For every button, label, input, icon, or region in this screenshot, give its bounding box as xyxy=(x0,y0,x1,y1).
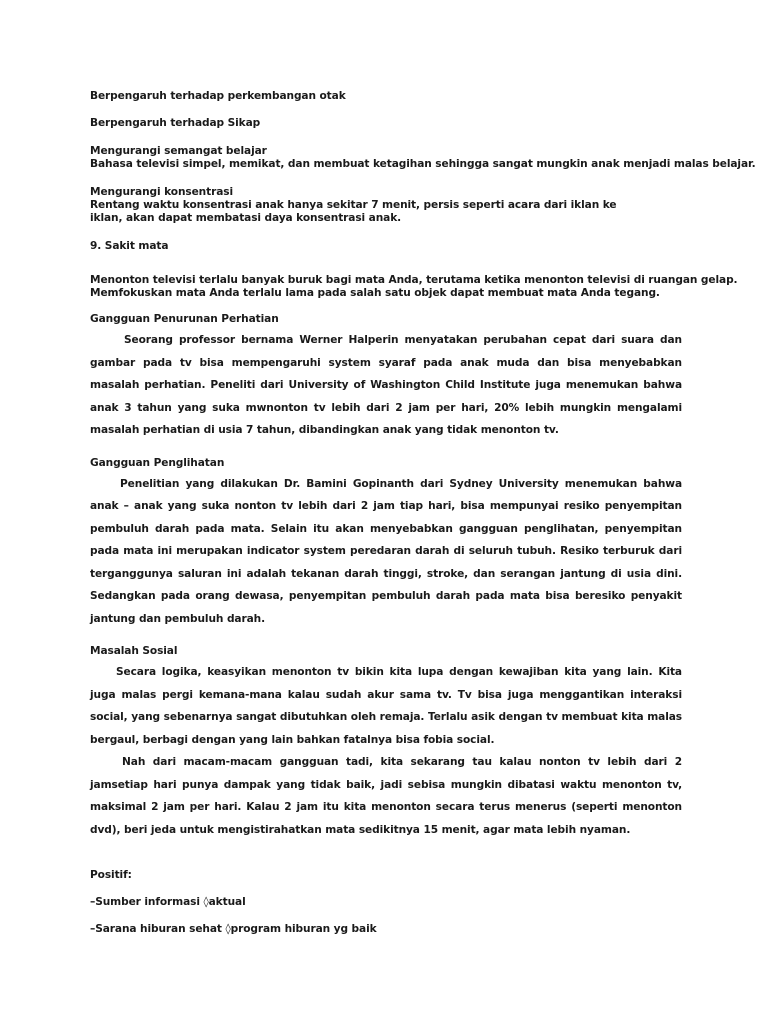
heading-konsentrasi: Mengurangi konsentrasi xyxy=(90,186,233,198)
text-sakit-mata-1: Menonton televisi terlalu banyak buruk bagi mata Anda, terutama ketika menonton televisi di ruangan gelap. xyxy=(90,274,738,286)
heading-semangat-belajar: Mengurangi semangat belajar xyxy=(90,145,267,157)
text-penglihatan: Penelitian yang dilakukan Dr. Bamini Gopinanth dari Sydney University menemukan bahwa anak – anak yang suka nonton tv lebih dari 2 jam tiap hari, bisa mempunyai resiko penyempitan pembuluh darah pada mata. Selain itu akan menyebabkan gangguan penglihatan, penyempitan pada mata ini merupakan indicator system peredaran darah di seluruh tubuh. Resiko terburuk dari terganggunya saluran ini adalah tekanan darah tinggi, stroke, dan serangan jantung di usia dini. Sedangkan pada orang dewasa, penyempitan pembuluh darah pada mata bisa beresiko penyakit jantung dan pembuluh darah. xyxy=(90,477,682,625)
heading-masalah-sosial: Masalah Sosial xyxy=(90,645,178,657)
text-masalah-sosial-1: Secara logika, keasyikan menonton tv bikin kita lupa dengan kewajiban kita yang lain. Kita juga malas pergi kemana-mana kalau sudah akur sama tv. Tv bisa juga menggantikan interaksi social, yang sebenarnya sangat dibutuhkan oleh remaja. Terlalu asik dengan tv membuat kita malas bergaul, berbagi dengan yang lain bahkan fatalnya bisa fobia social. xyxy=(90,666,682,746)
heading-sakit-mata: 9. Sakit mata xyxy=(90,240,169,252)
document-page xyxy=(90,84,756,936)
text-sakit-mata-2: Memfokuskan mata Anda terlalu lama pada salah satu objek dapat membuat mata Anda tegang. xyxy=(90,287,660,299)
heading-penglihatan: Gangguan Penglihatan xyxy=(90,456,225,469)
heading-penurunan-perhatian: Gangguan Penurunan Perhatian xyxy=(90,313,279,325)
text-konsentrasi: Rentang waktu konsentrasi anak hanya sekitar 7 menit, persis seperti acara dari iklan ke iklan, akan dapat membatasi daya konsentrasi anak. xyxy=(90,199,617,224)
text-penurunan-perhatian: Seorang professor bernama Werner Halperin menyatakan perubahan cepat dari suara dan gambar pada tv bisa mempengaruhi system syaraf pada anak muda dan bisa menyebabkan masalah perhatian. Peneliti dari University of Washington Child Institute juga menemukan bahwa anak 3 tahun yang suka mwnonton tv lebih dari 2 jam per hari, 20% lebih mungkin mengalami masalah perhatian di usia 7 tahun, dibandingkan anak yang tidak menonton tv. xyxy=(90,334,682,436)
heading-positif: Positif: xyxy=(90,869,132,881)
positif-item-1: –Sumber informasi ◊aktual xyxy=(90,896,246,908)
line-sikap: Berpengaruh terhadap Sikap xyxy=(90,117,261,129)
text-masalah-sosial-2: Nah dari macam-macam gangguan tadi, kita sekarang tau kalau nonton tv lebih dari 2 jamsetiap hari punya dampak yang tidak baik, jadi sebisa mungkin dibatasi waktu menonton tv, maksimal 2 jam per hari. Kalau 2 jam itu kita menonton secara terus menerus (seperti menonton dvd), beri jeda untuk mengistirahatkan mata sedikitnya 15 menit, agar mata lebih nyaman. xyxy=(90,756,682,836)
line-perkembangan-otak: Berpengaruh terhadap perkembangan otak xyxy=(90,90,346,102)
text-semangat-belajar: Bahasa televisi simpel, memikat, dan membuat ketagihan sehingga sangat mungkin anak menjadi malas belajar. xyxy=(90,158,756,170)
positif-item-2: –Sarana hiburan sehat ◊program hiburan yg baik xyxy=(90,923,377,935)
